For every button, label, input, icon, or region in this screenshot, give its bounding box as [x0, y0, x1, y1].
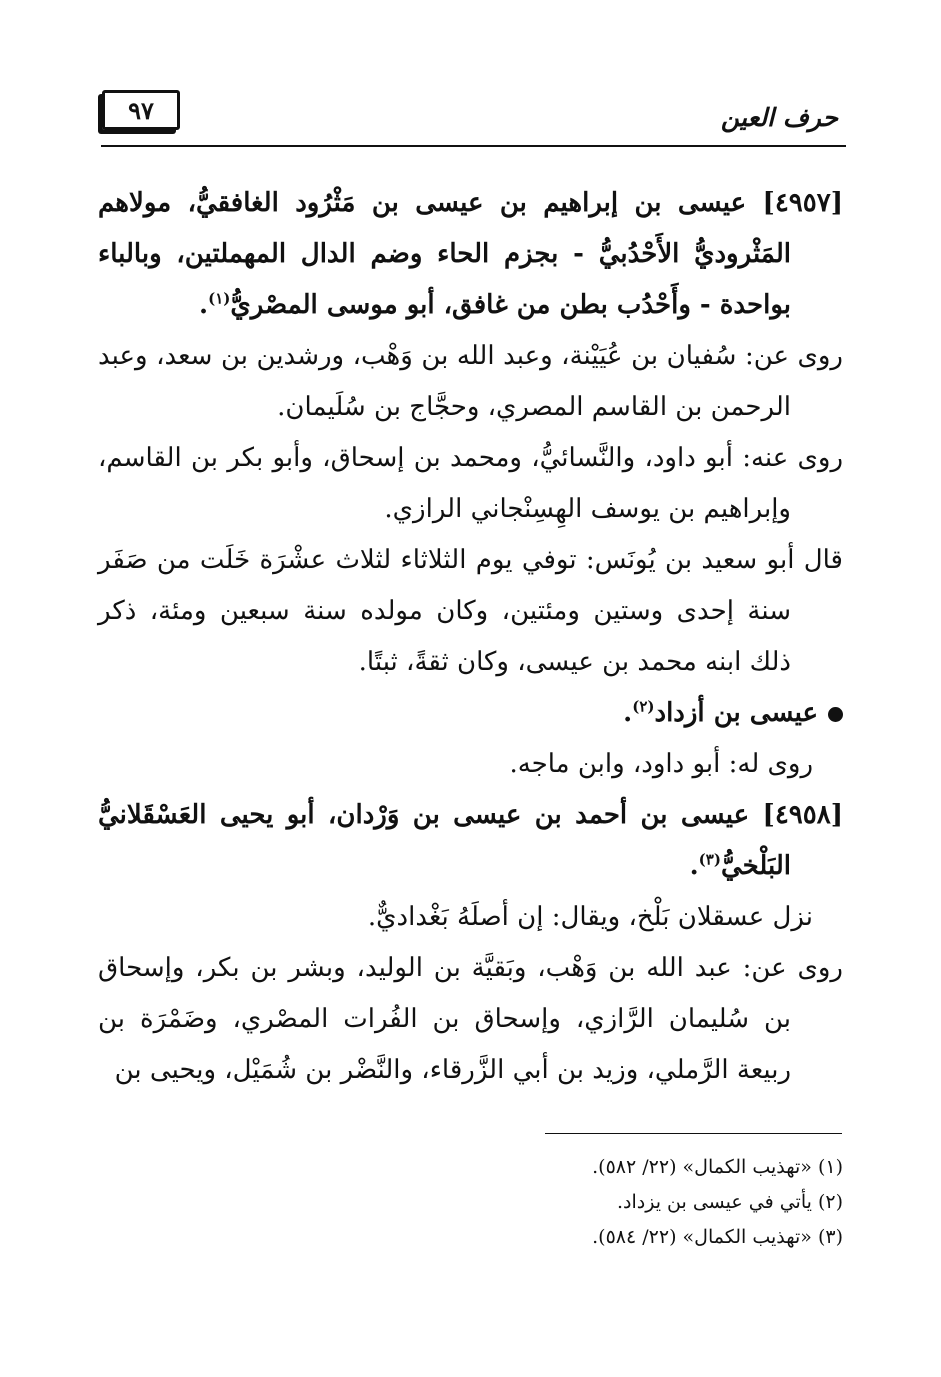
footnote-1: (١) «تهذيب الكمال» (٢٢/ ٥٨٢).: [592, 1156, 843, 1178]
entry-4957-students: روى عنه: أبو داود، والنَّسائيُّ، ومحمد بن إسحاق، وأبو بكر بن القاسم، وإبراهيم بن يوسف الهِسِنْجاني الرازي.: [98, 443, 843, 524]
entry-4958-residence: نزل عسقلان بَلْخ، ويقال: إن أصلَهُ بَغْداديٌّ.: [367, 902, 813, 932]
bullet-dot-icon: [828, 707, 843, 722]
footnote-2: (٢) يأتي في عيسى بن يزداد.: [617, 1191, 843, 1213]
header-rule: [101, 145, 846, 147]
footnote-ref-1: (١): [208, 289, 231, 308]
entry-4958-heading: [٤٩٥٨] عيسى بن أحمد بن عيسى بن وَرْدان، أبو يحيى العَسْقَلانيُّ البَلْخيُّ$^{(٣)}$.: [98, 800, 843, 881]
entry-4957-heading-text: [٤٩٥٧] عيسى بن إبراهيم بن عيسى بن مَثْرُود الغافقيُّ، مولاهم المَثْروديُّ الأَحْدُبيُّ - بجزم الحاء وضم الدال المهملتين، وبالباء بواحدة - وأَحْدُب بطن من غافق، أبو موسى المصْريُّ: [98, 188, 843, 320]
entry-bullet-azdad: عيسى بن أزداد$^{(٢)}$.: [98, 688, 843, 739]
entry-4957-death-note: قال أبو سعيد بن يُونَس: توفي يوم الثلاثاء لثلاث عشْرَة خَلَت من صَفَر سنة إحدى وستين ومئتين، وكان مولده سنة سبعين ومئة، ذكر ذلك ابنه محمد بن عيسى، وكان ثقةً، ثبتًا.: [98, 545, 843, 677]
bullet-narrated-by: روى له: أبو داود، وابن ماجه.: [509, 749, 813, 779]
running-head: حرف العين: [720, 103, 838, 132]
entry-4957-heading: [٤٩٥٧] عيسى بن إبراهيم بن عيسى بن مَثْرُود الغافقيُّ، مولاهم المَثْروديُّ الأَحْدُبيُّ - بجزم الحاء وضم الدال المهملتين، وبالباء بواحدة - وأَحْدُب بطن من غافق، أبو موسى المصْريُّ$^{(١)}$.: [98, 188, 843, 320]
entry-4957-teachers: روى عن: سُفيان بن عُيَيْنة، وعبد الله بن وَهْب، ورشدين بن سعد، وعبد الرحمن بن القاسم المصري، وحجَّاج بن سُلَيمان.: [98, 341, 843, 422]
entry-4958-teachers: روى عن: عبد الله بن وَهْب، وبَقيَّة بن الوليد، وبشر بن بكر، وإسحاق بن سُليمان الرَّازي، وإسحاق بن الفُرات المصْري، وضَمْرَة بن ربيعة الرَّملي، وزيد بن أبي الزَّرقاء، والنَّضْر بن شُمَيْل، ويحيى بن: [98, 953, 843, 1085]
footnote-3: (٣) «تهذيب الكمال» (٢٢/ ٥٨٤).: [592, 1226, 843, 1248]
footnotes: [300, 1150, 843, 1255]
footnote-ref-2: (٢): [632, 697, 655, 716]
entry-4958-heading-text: [٤٩٥٨] عيسى بن أحمد بن عيسى بن وَرْدان، أبو يحيى العَسْقَلانيُّ البَلْخيُّ: [98, 800, 843, 881]
footnote-ref-3: (٣): [698, 850, 721, 869]
page-number: ٩٧: [102, 90, 180, 130]
footnote-rule: [545, 1133, 842, 1134]
main-text: [98, 178, 843, 1096]
bullet-name: عيسى بن أزداد: [654, 698, 818, 728]
